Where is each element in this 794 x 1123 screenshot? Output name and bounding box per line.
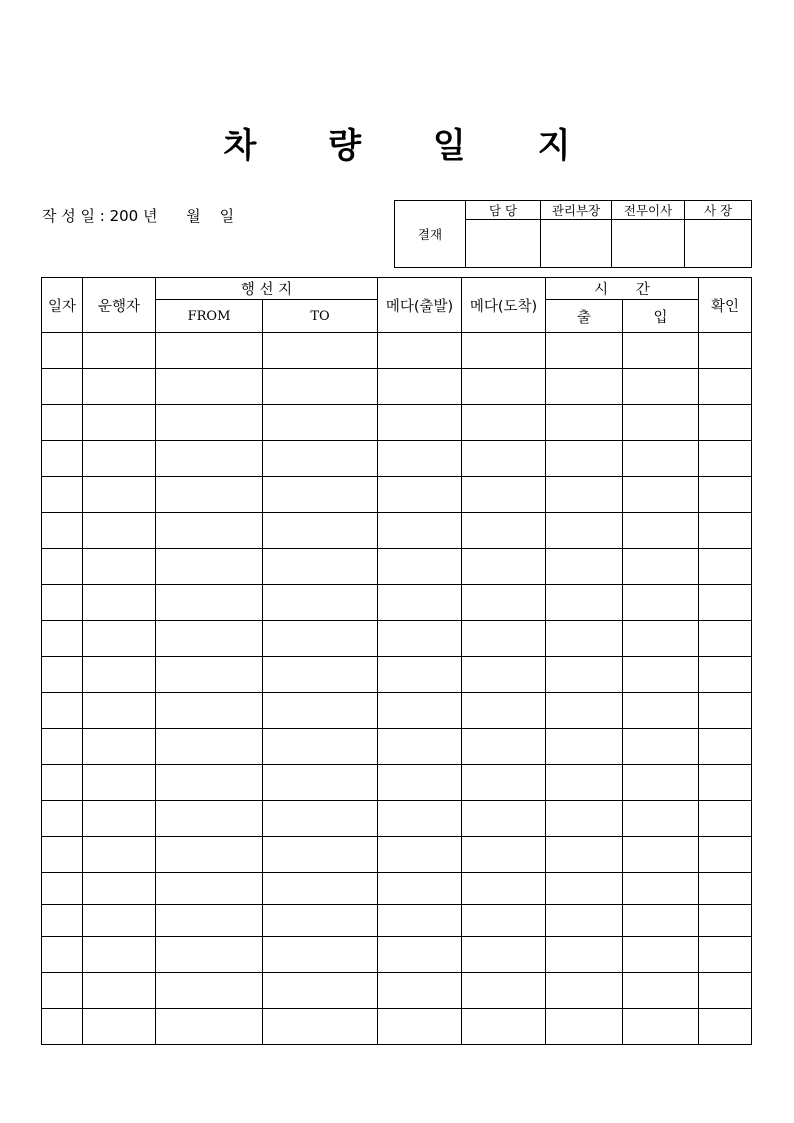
cell-meter-departure[interactable] [378,729,462,765]
cell-time-out[interactable] [546,513,623,549]
header-time-in: 입 [623,300,699,333]
cell-time-in[interactable] [623,729,699,765]
cell-meter-arrival[interactable] [462,729,546,765]
cell-to[interactable] [263,729,378,765]
cell-from[interactable] [156,801,263,837]
cell-driver[interactable] [83,937,156,973]
cell-day[interactable] [42,513,83,549]
cell-confirm[interactable] [699,585,752,621]
table-row [42,657,752,693]
cell-meter-departure[interactable] [378,801,462,837]
cell-confirm[interactable] [699,621,752,657]
cell-meter-arrival[interactable] [462,765,546,801]
cell-time-in[interactable] [623,549,699,585]
cell-to[interactable] [263,369,378,405]
cell-driver[interactable] [83,657,156,693]
cell-meter-arrival[interactable] [462,441,546,477]
cell-confirm[interactable] [699,837,752,873]
cell-time-out[interactable] [546,405,623,441]
header-to: TO [263,300,378,333]
cell-from[interactable] [156,333,263,369]
cell-meter-arrival[interactable] [462,369,546,405]
cell-to[interactable] [263,513,378,549]
table-row [42,905,752,937]
cell-day[interactable] [42,441,83,477]
cell-confirm[interactable] [699,937,752,973]
cell-confirm[interactable] [699,477,752,513]
cell-to[interactable] [263,549,378,585]
cell-driver[interactable] [83,333,156,369]
cell-meter-departure[interactable] [378,513,462,549]
cell-driver[interactable] [83,405,156,441]
cell-time-out[interactable] [546,765,623,801]
table-row [42,837,752,873]
cell-time-in[interactable] [623,905,699,937]
cell-day[interactable] [42,837,83,873]
cell-from[interactable] [156,905,263,937]
table-row [42,693,752,729]
date-line: 작 성 일 : 200 년 월 일 [42,207,235,225]
cell-driver[interactable] [83,693,156,729]
cell-day[interactable] [42,405,83,441]
cell-driver[interactable] [83,873,156,905]
cell-driver[interactable] [83,973,156,1009]
cell-to[interactable] [263,765,378,801]
approval-role-president: 사 장 [685,201,752,220]
cell-time-out[interactable] [546,905,623,937]
cell-meter-arrival[interactable] [462,585,546,621]
cell-time-in[interactable] [623,333,699,369]
cell-time-out[interactable] [546,729,623,765]
cell-day[interactable] [42,621,83,657]
cell-from[interactable] [156,585,263,621]
cell-time-out[interactable] [546,621,623,657]
table-row [42,729,752,765]
approval-role-manager: 관리부장 [541,201,612,220]
cell-to[interactable] [263,585,378,621]
table-row [42,405,752,441]
table-row [42,333,752,369]
cell-from[interactable] [156,1009,263,1045]
cell-day[interactable] [42,873,83,905]
cell-to[interactable] [263,333,378,369]
cell-time-out[interactable] [546,549,623,585]
cell-to[interactable] [263,801,378,837]
cell-meter-arrival[interactable] [462,549,546,585]
cell-day[interactable] [42,729,83,765]
cell-driver[interactable] [83,477,156,513]
cell-from[interactable] [156,693,263,729]
cell-day[interactable] [42,477,83,513]
table-row [42,937,752,973]
cell-meter-departure[interactable] [378,937,462,973]
cell-meter-arrival[interactable] [462,477,546,513]
cell-driver[interactable] [83,513,156,549]
cell-meter-departure[interactable] [378,765,462,801]
table-row [42,1009,752,1045]
cell-meter-departure[interactable] [378,369,462,405]
cell-meter-arrival[interactable] [462,513,546,549]
cell-time-out[interactable] [546,333,623,369]
cell-from[interactable] [156,765,263,801]
cell-confirm[interactable] [699,905,752,937]
cell-time-in[interactable] [623,585,699,621]
cell-to[interactable] [263,477,378,513]
cell-to[interactable] [263,1009,378,1045]
cell-meter-departure[interactable] [378,837,462,873]
cell-time-in[interactable] [623,873,699,905]
table-row [42,765,752,801]
cell-driver[interactable] [83,369,156,405]
cell-confirm[interactable] [699,801,752,837]
cell-day[interactable] [42,549,83,585]
cell-time-in[interactable] [623,765,699,801]
cell-time-in[interactable] [623,937,699,973]
cell-time-in[interactable] [623,477,699,513]
header-day: 일자 [42,278,83,333]
cell-meter-arrival[interactable] [462,937,546,973]
cell-meter-arrival[interactable] [462,873,546,905]
cell-driver[interactable] [83,621,156,657]
approval-role-staff: 담 당 [466,201,541,220]
cell-confirm[interactable] [699,873,752,905]
cell-to[interactable] [263,837,378,873]
cell-confirm[interactable] [699,729,752,765]
header-meter-arrival: 메다(도착) [462,278,546,333]
cell-day[interactable] [42,973,83,1009]
cell-meter-departure[interactable] [378,905,462,937]
table-row [42,513,752,549]
cell-time-out[interactable] [546,585,623,621]
cell-day[interactable] [42,1009,83,1045]
cell-meter-arrival[interactable] [462,801,546,837]
cell-meter-departure[interactable] [378,477,462,513]
cell-from[interactable] [156,621,263,657]
table-row [42,369,752,405]
cell-meter-arrival[interactable] [462,1009,546,1045]
cell-time-out[interactable] [546,693,623,729]
cell-meter-arrival[interactable] [462,657,546,693]
cell-to[interactable] [263,405,378,441]
table-row [42,621,752,657]
cell-meter-arrival[interactable] [462,905,546,937]
cell-day[interactable] [42,937,83,973]
cell-confirm[interactable] [699,441,752,477]
table-row [42,477,752,513]
cell-to[interactable] [263,657,378,693]
cell-time-out[interactable] [546,657,623,693]
cell-confirm[interactable] [699,973,752,1009]
cell-to[interactable] [263,693,378,729]
cell-day[interactable] [42,585,83,621]
cell-time-in[interactable] [623,693,699,729]
cell-meter-departure[interactable] [378,441,462,477]
cell-time-out[interactable] [546,1009,623,1045]
cell-time-out[interactable] [546,837,623,873]
header-confirm: 확인 [699,278,752,333]
cell-confirm[interactable] [699,657,752,693]
cell-meter-departure[interactable] [378,549,462,585]
approval-role-director: 전무이사 [612,201,685,220]
approval-label: 결재 [395,201,466,268]
cell-confirm[interactable] [699,1009,752,1045]
cell-time-in[interactable] [623,405,699,441]
signature-cell-manager[interactable] [541,220,612,268]
cell-from[interactable] [156,873,263,905]
cell-from[interactable] [156,513,263,549]
signature-cell-director[interactable] [612,220,685,268]
cell-from[interactable] [156,441,263,477]
cell-meter-arrival[interactable] [462,837,546,873]
cell-from[interactable] [156,973,263,1009]
cell-meter-departure[interactable] [378,585,462,621]
header-time: 시 간 [546,278,699,300]
cell-meter-departure[interactable] [378,693,462,729]
cell-time-in[interactable] [623,657,699,693]
cell-meter-departure[interactable] [378,657,462,693]
cell-to[interactable] [263,905,378,937]
cell-time-out[interactable] [546,441,623,477]
cell-time-out[interactable] [546,873,623,905]
cell-meter-arrival[interactable] [462,973,546,1009]
table-row [42,801,752,837]
cell-time-out[interactable] [546,973,623,1009]
cell-driver[interactable] [83,801,156,837]
cell-meter-departure[interactable] [378,405,462,441]
table-row [42,873,752,905]
cell-meter-arrival[interactable] [462,693,546,729]
cell-time-out[interactable] [546,369,623,405]
cell-meter-departure[interactable] [378,333,462,369]
cell-meter-arrival[interactable] [462,621,546,657]
cell-day[interactable] [42,333,83,369]
cell-day[interactable] [42,765,83,801]
cell-from[interactable] [156,369,263,405]
cell-driver[interactable] [83,549,156,585]
cell-time-in[interactable] [623,369,699,405]
cell-meter-arrival[interactable] [462,333,546,369]
cell-to[interactable] [263,973,378,1009]
cell-time-in[interactable] [623,621,699,657]
approval-box [394,200,752,268]
cell-driver[interactable] [83,905,156,937]
signature-cell-staff[interactable] [466,220,541,268]
table-row [42,441,752,477]
cell-from[interactable] [156,729,263,765]
cell-day[interactable] [42,801,83,837]
cell-time-in[interactable] [623,837,699,873]
cell-confirm[interactable] [699,333,752,369]
cell-driver[interactable] [83,441,156,477]
cell-time-out[interactable] [546,477,623,513]
table-row [42,549,752,585]
cell-time-in[interactable] [623,513,699,549]
cell-confirm[interactable] [699,693,752,729]
cell-time-out[interactable] [546,801,623,837]
cell-confirm[interactable] [699,513,752,549]
header-from: FROM [156,300,263,333]
table-row [42,973,752,1009]
cell-meter-departure[interactable] [378,873,462,905]
cell-from[interactable] [156,837,263,873]
cell-day[interactable] [42,657,83,693]
header-time-out: 출 [546,300,623,333]
cell-day[interactable] [42,693,83,729]
page-title: 차 량 일 지 [223,126,601,166]
cell-time-out[interactable] [546,937,623,973]
signature-cell-president[interactable] [685,220,752,268]
cell-confirm[interactable] [699,369,752,405]
header-meter-departure: 메다(출발) [378,278,462,333]
cell-to[interactable] [263,937,378,973]
cell-meter-departure[interactable] [378,621,462,657]
cell-meter-arrival[interactable] [462,405,546,441]
cell-to[interactable] [263,873,378,905]
cell-meter-departure[interactable] [378,973,462,1009]
cell-to[interactable] [263,441,378,477]
cell-time-in[interactable] [623,801,699,837]
cell-confirm[interactable] [699,765,752,801]
cell-time-in[interactable] [623,973,699,1009]
cell-to[interactable] [263,621,378,657]
cell-driver[interactable] [83,765,156,801]
cell-day[interactable] [42,369,83,405]
header-destination: 행 선 지 [156,278,378,300]
cell-driver[interactable] [83,1009,156,1045]
cell-time-in[interactable] [623,1009,699,1045]
cell-driver[interactable] [83,729,156,765]
cell-day[interactable] [42,905,83,937]
cell-from[interactable] [156,937,263,973]
cell-driver[interactable] [83,585,156,621]
vehicle-log-table [41,277,752,1045]
cell-from[interactable] [156,405,263,441]
cell-confirm[interactable] [699,549,752,585]
cell-time-in[interactable] [623,441,699,477]
table-row [42,585,752,621]
cell-from[interactable] [156,549,263,585]
cell-from[interactable] [156,657,263,693]
cell-meter-departure[interactable] [378,1009,462,1045]
cell-driver[interactable] [83,837,156,873]
header-driver: 운행자 [83,278,156,333]
cell-from[interactable] [156,477,263,513]
cell-confirm[interactable] [699,405,752,441]
